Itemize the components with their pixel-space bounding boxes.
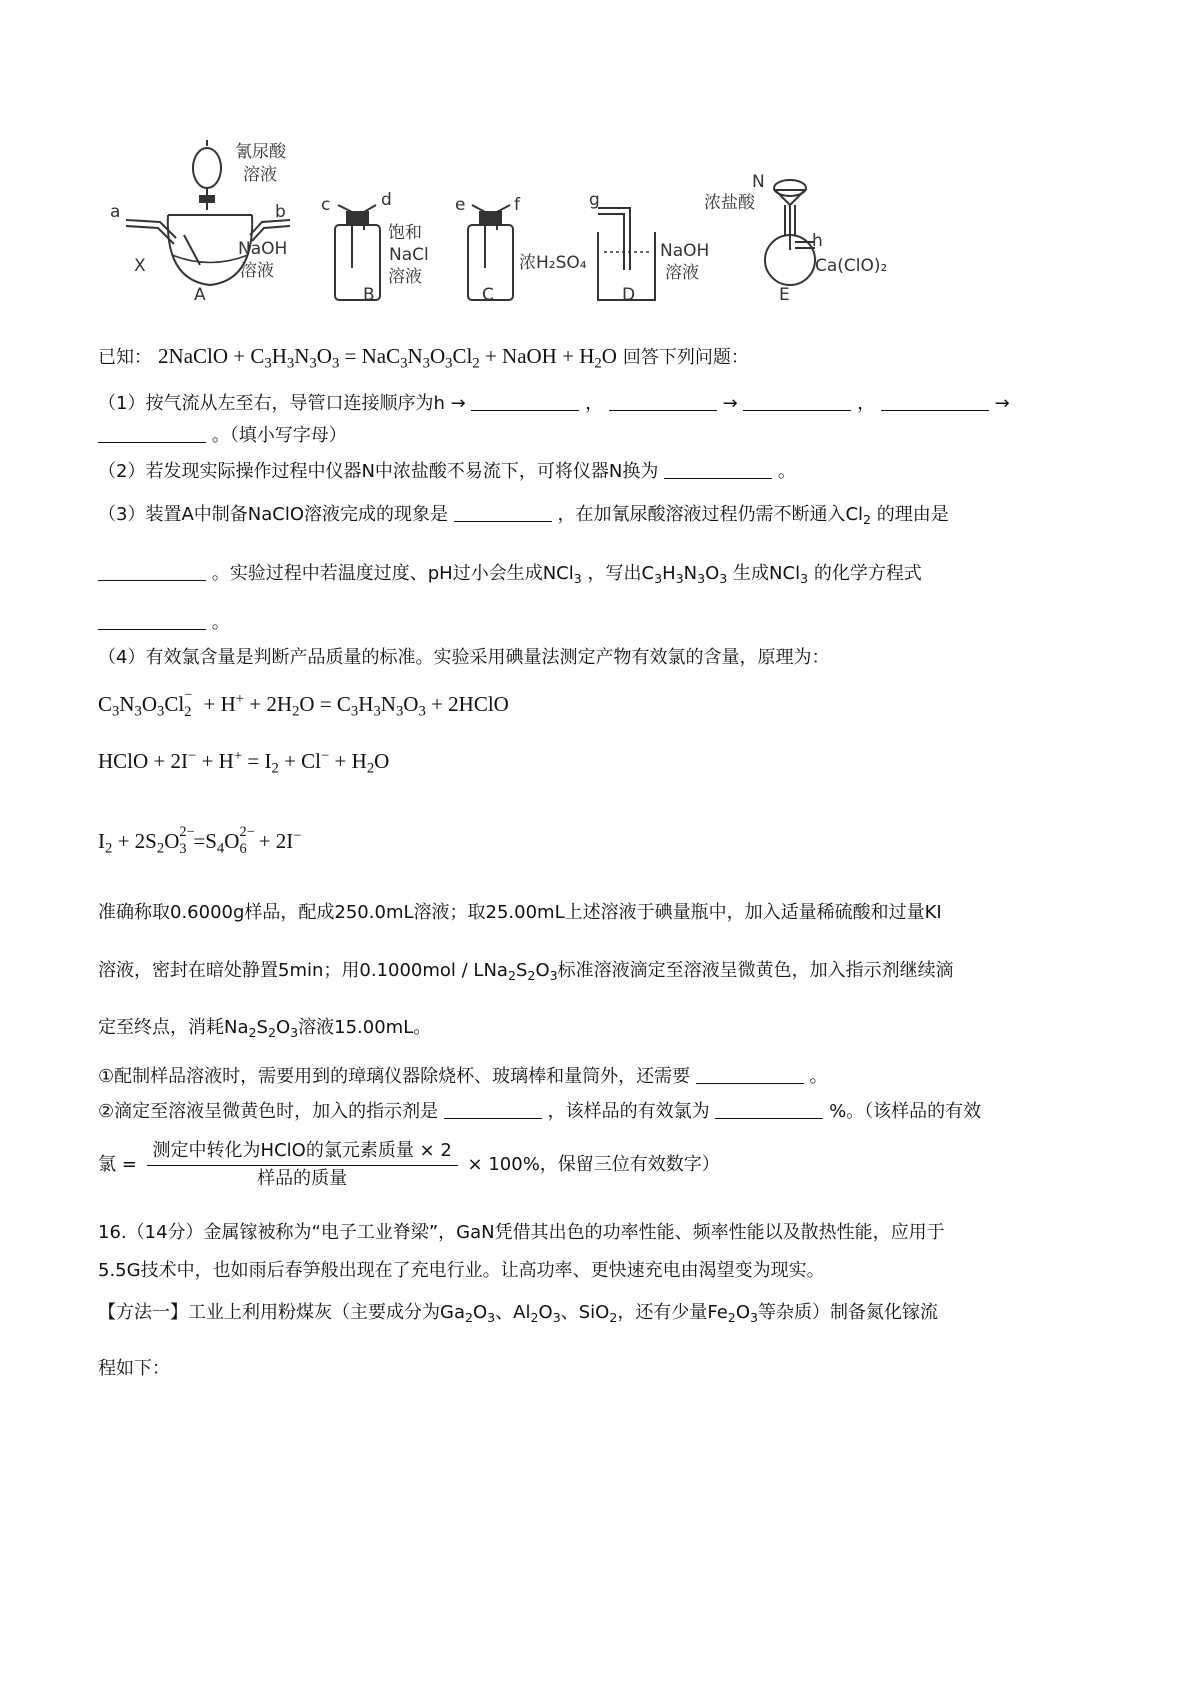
q1-blank-5[interactable]: [98, 426, 206, 443]
q3-text-b: ，在加氰尿酸溶液过程仍需不断通入Cl: [557, 504, 864, 525]
effective-chlorine-formula: [98, 1140, 720, 1190]
q1-text-b: 。（填小写字母）: [211, 425, 347, 446]
q4-sub-2-a: ②滴定至溶液呈微黄色时，加入的指示剂是: [98, 1101, 439, 1122]
q2-blank[interactable]: [664, 462, 772, 479]
q1-blank-1[interactable]: [471, 394, 579, 411]
q4-sub-2-b: ，该样品的有效氯为: [547, 1101, 710, 1122]
q4-para-2: 溶液，密封在暗处静置5min；用$0.1000mol / LNa_2S_2O_3$标准溶液滴定至溶液呈微黄色，加入指示剂继续滴: [98, 960, 954, 983]
q4-sub-2: [98, 1101, 981, 1124]
q4-blank-2[interactable]: [444, 1102, 542, 1119]
label-E-h: h: [812, 231, 823, 251]
q1-blank-4[interactable]: [881, 394, 989, 411]
label-C-acid: 浓H₂SO₄: [519, 253, 587, 273]
known-suffix: 回答下列问题：: [622, 347, 749, 368]
label-E-N: N: [752, 172, 765, 192]
q4-intro: （4）有效氯含量是判断产品质量的标准。实验采用碘量法测定产物有效氯的含量，原理为：: [98, 647, 830, 668]
q16-method-c: 、SiO: [560, 1302, 610, 1323]
q3-line3: [98, 612, 230, 635]
q16-method-b: 、Al: [495, 1302, 531, 1323]
label-B-2: NaCl: [389, 245, 429, 265]
label-E-acid: 浓盐酸: [704, 193, 755, 213]
q1-text-a: （1）按气流从左至右，导管口连接顺序为h →: [98, 393, 466, 414]
q3-text-d: 。实验过程中若温度过度、pH过小会生成NCl: [211, 563, 574, 584]
apparatus-figure: [0, 0, 1200, 330]
q3-line2: 。实验过程中若温度过度、pH过小会生成NCl$_3$ ，写出$C_3H_3N_3O_3$ 生成NCl$_3$ 的化学方程式: [98, 563, 922, 587]
q1-comma-1: ，: [585, 393, 604, 414]
label-B-1: 饱和: [388, 223, 422, 243]
q2-line: [98, 461, 796, 484]
q3-blank-2[interactable]: [98, 564, 206, 581]
formula-denominator: 样品的质量: [257, 1167, 348, 1189]
q4-para-3-a: 定至终点，消耗Na: [98, 1017, 249, 1038]
label-B-port-d: d: [381, 190, 392, 210]
formula-left: 氯 =: [98, 1154, 137, 1175]
q4-para-1: 准确称取0.6000g样品，配成250.0mL溶液；取25.00mL上述溶液于碘量瓶中，加入适量稀硫酸和过量KI: [98, 902, 942, 923]
label-C-port-e: e: [455, 195, 466, 215]
q4-blank-1[interactable]: [696, 1067, 804, 1084]
label-A-X: X: [134, 256, 146, 276]
q2-text-a: （2）若发现实际操作过程中仪器N中浓盐酸不易流下，可将仪器N换为: [98, 461, 659, 482]
q1-arrow-1: →: [722, 393, 738, 414]
label-B-port-c: c: [321, 195, 331, 215]
q4-para-3: 定至终点，消耗$Na_2S_2O_3$溶液15.00mL。: [98, 1017, 432, 1040]
label-D-naoh-2: 溶液: [665, 263, 699, 283]
label-A-naoh-2: 溶液: [240, 261, 274, 281]
q2-text-b: 。: [777, 461, 796, 482]
label-B-3: 溶液: [388, 267, 422, 287]
q3-text-f: 生成NCl: [733, 563, 801, 584]
reaction-2: HClO + $2I^- + H^+ = I_2 + Cl^- + H_2O$: [98, 748, 390, 777]
q4-para-2-a: 溶液，密封在暗处静置5min；用0.1000mol / LNa: [98, 960, 508, 981]
formula-numerator: 测定中转化为HClO的氯元素质量 × 2: [147, 1140, 458, 1166]
q16-method-e: 等杂质）制备氮化镓流: [758, 1302, 938, 1323]
q4-para-3-b: 溶液15.00mL。: [298, 1017, 432, 1038]
formula-right: × 100%，保留三位有效数字）: [467, 1154, 720, 1175]
q3-blank-3[interactable]: [98, 613, 206, 630]
q1-line1: [98, 393, 1010, 416]
q16-method-d: ，还有少量Fe: [617, 1302, 728, 1323]
known-line: [98, 343, 749, 373]
q16-line4: 程如下：: [98, 1358, 170, 1379]
q1-blank-3[interactable]: [743, 394, 851, 411]
label-D-letter: D: [622, 285, 636, 305]
q1-arrow-2: →: [994, 393, 1010, 414]
reaction-1: $C_3N_3O_3Cl$ − 2 + $H^+ + 2H_2O = C_3H_3N_3O_3$ + 2HClO: [98, 687, 509, 721]
q4-para-2-b: 标准溶液滴定至溶液呈微黄色，加入指示剂继续滴: [557, 960, 954, 981]
q4-sub-2-c: %。（该样品的有效: [829, 1101, 982, 1122]
q1-comma-2: ，: [857, 393, 876, 414]
label-D-port-g: g: [589, 190, 600, 210]
q4-sub-1-a: ①配制样品溶液时，需要用到的璋璃仪器除烧杯、玻璃棒和量筒外，还需要: [98, 1066, 691, 1087]
q16-line2: 5.5G技术中，也如雨后春笋般出现在了充电行业。让高功率、更快速充电由渴望变为现实。: [98, 1260, 825, 1281]
q16-method-a: 【方法一】工业上利用粉煤灰（主要成分为Ga: [98, 1302, 465, 1323]
label-E-letter: E: [779, 285, 790, 305]
formula-fraction: [147, 1140, 458, 1190]
q4-sub-1-b: 。: [809, 1066, 828, 1087]
q3-blank-1[interactable]: [454, 505, 552, 522]
q1-blank-2[interactable]: [609, 394, 717, 411]
q3-text-e: ，写出C: [587, 563, 655, 584]
label-E-caclo: Ca(ClO)₂: [815, 256, 888, 276]
reaction-3: $I_2 + 2S_2O$ 2− 3 $=S_4O$ 2− 6 + 2I−: [98, 824, 302, 858]
apparatus-E: [765, 180, 815, 285]
q4-sub-1: [98, 1066, 828, 1089]
label-B-letter: B: [363, 285, 375, 305]
q1-line2: [98, 425, 347, 448]
label-A-top-1: 氰尿酸: [235, 142, 286, 162]
label-A-port-a: a: [110, 202, 121, 222]
label-C-letter: C: [482, 285, 494, 305]
known-equation: 2NaClO + $C_3H_3N_3O_3 = NaC_3N_3O_3Cl_2$ + NaOH + $H_2O$: [158, 344, 617, 372]
q3-text-a: （3）装置A中制备NaClO溶液完成的现象是: [98, 504, 448, 525]
label-D-naoh-1: NaOH: [660, 241, 710, 261]
q3-text-g: 的化学方程式: [813, 563, 922, 584]
label-A-naoh-1: NaOH: [238, 239, 288, 259]
q3-text-c: 的理由是: [876, 504, 949, 525]
known-prefix: 已知：: [98, 347, 152, 368]
label-A-letter: A: [194, 285, 206, 305]
label-A-top-2: 溶液: [243, 165, 277, 185]
q3-text-h: 。: [211, 612, 230, 633]
q16-method: 【方法一】工业上利用粉煤灰（主要成分为$Ga_2O_3$、$Al_2O_3$、SiO$_2$，还有少量$Fe_2O_3$等杂质）制备氮化镓流: [98, 1302, 938, 1325]
q4-blank-3[interactable]: [715, 1102, 823, 1119]
q3-line1: （3）装置A中制备NaClO溶液完成的现象是 ，在加氰尿酸溶液过程仍需不断通入$Cl_2$ 的理由是: [98, 504, 949, 527]
q16-line1: 16.（14分）金属镓被称为“电子工业脊梁”，GaN凭借其出色的功率性能、频率性能以及散热性能，应用于: [98, 1222, 945, 1243]
label-A-port-b: b: [275, 202, 286, 222]
label-C-port-f: f: [514, 195, 520, 215]
